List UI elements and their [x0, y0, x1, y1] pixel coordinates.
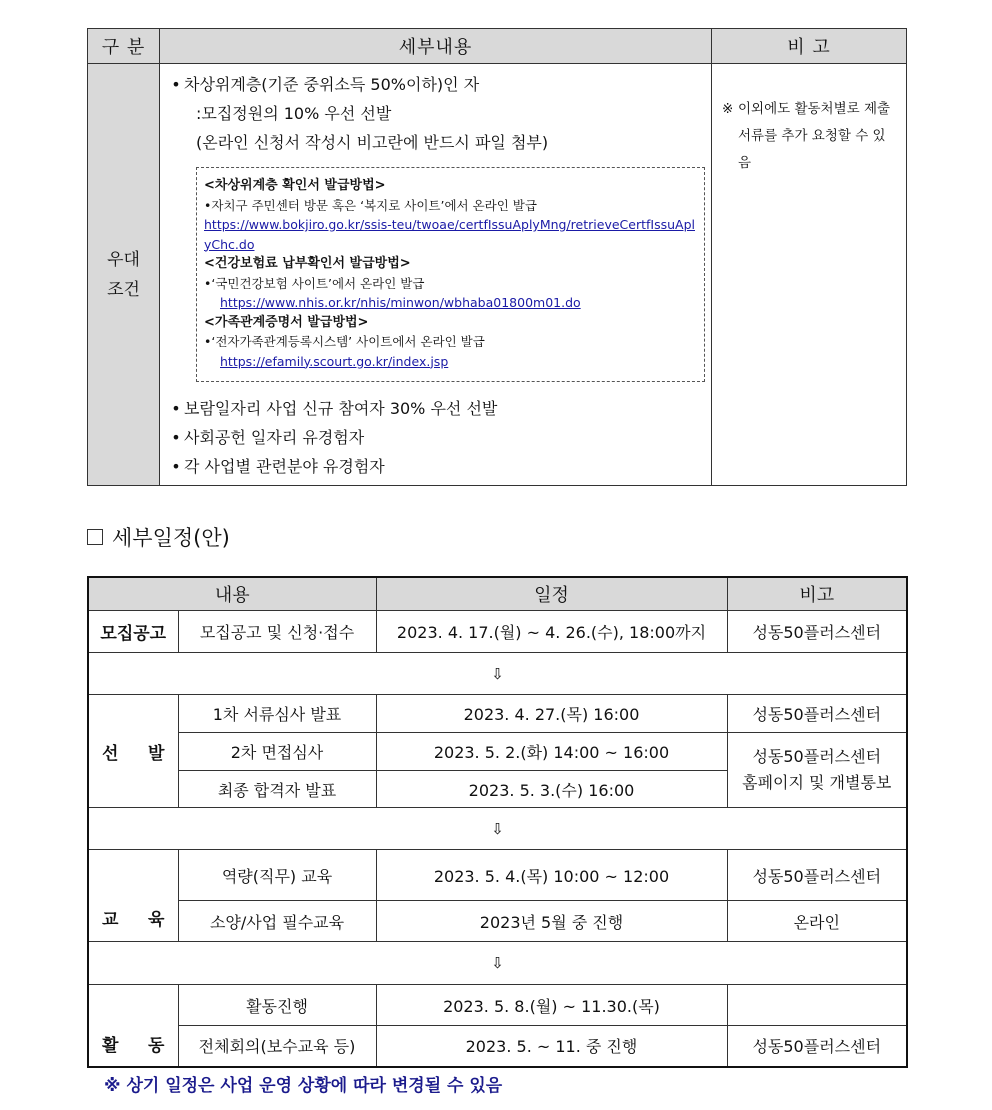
group-recruit: 모집공고 [88, 611, 178, 653]
schedule-note: 온라인 [727, 901, 907, 942]
schedule-footnote: ※ 상기 일정은 사업 운영 상황에 따라 변경될 수 있음 [104, 1076, 503, 1096]
remarks-text: 이외에도 활동처별로 제출 서류를 추가 요청할 수 있음 [738, 101, 891, 171]
table-row [88, 733, 907, 771]
preference-details [160, 64, 712, 486]
group-activity: 활 동 [88, 985, 178, 1067]
schedule-item: 최종 합격자 발표 [178, 771, 376, 808]
schedule-item: 역량(직무) 교육 [178, 850, 376, 901]
section-heading [87, 522, 230, 552]
box-line: •자치구 주민센터 방문 혹은 ‘복지로 사이트’에서 온라인 발급 [204, 197, 537, 213]
box-heading: <차상위계층 확인서 발급방법> [204, 178, 386, 193]
schedule-item: 2차 면접심사 [178, 733, 376, 771]
schedule-note-merged: 성동50플러스센터 홈페이지 및 개별통보 [727, 733, 907, 808]
bokjiro-link[interactable]: https://www.bokjiro.go.kr/ssis-teu/twoae/certfIssuAplyMng/retrieveCertfIssuAplyChc.do [204, 217, 695, 252]
table-row [88, 611, 907, 653]
nhis-link[interactable]: https://www.nhis.or.kr/nhis/minwon/wbhaba01800m01.do [220, 295, 581, 310]
schedule-date: 2023. 5. ~ 11. 중 진행 [376, 1026, 727, 1067]
bullet-item: • 보람일자리 사업 신규 참여자 30% 우선 선발 [171, 399, 498, 418]
schedule-table [87, 576, 908, 1068]
schedule-item: 모집공고 및 신청·접수 [178, 611, 376, 653]
schedule-date: 2023. 5. 8.(월) ~ 11.30.(목) [376, 985, 727, 1026]
preference-table [87, 28, 907, 486]
schedule-date: 2023년 5월 중 진행 [376, 901, 727, 942]
header-remarks: 비 고 [712, 29, 907, 64]
table-row [88, 850, 907, 901]
table-row [88, 695, 907, 733]
bullet-item: • 차상위계층(기준 중위소득 50%이하)인 자 [171, 75, 480, 94]
header-content: 내용 [88, 577, 376, 611]
checkbox-square-icon [87, 529, 103, 545]
bullet-subtext: (온라인 신청서 작성시 비고란에 반드시 파일 첨부) [196, 133, 549, 152]
group-education: 교 육 [88, 850, 178, 942]
header-schedule: 일정 [376, 577, 727, 611]
schedule-date: 2023. 4. 17.(월) ~ 4. 26.(수), 18:00까지 [376, 611, 727, 653]
schedule-date: 2023. 5. 3.(수) 16:00 [376, 771, 727, 808]
schedule-note: 성동50플러스센터 [727, 850, 907, 901]
box-heading: <건강보험료 납부확인서 발급방법> [204, 256, 411, 271]
schedule-note [727, 985, 907, 1026]
section-title: 세부일정(안) [112, 526, 230, 550]
header-note: 비고 [727, 577, 907, 611]
bullet-subtext: :모집정원의 10% 우선 선발 [196, 104, 392, 123]
schedule-item: 1차 서류심사 발표 [178, 695, 376, 733]
note-mark: ※ [722, 101, 734, 117]
schedule-note: 성동50플러스센터 [727, 1026, 907, 1067]
group-selection: 선 발 [88, 695, 178, 808]
bullet-item: • 사회공헌 일자리 유경험자 [171, 428, 365, 447]
schedule-date: 2023. 5. 4.(목) 10:00 ~ 12:00 [376, 850, 727, 901]
efamily-link[interactable]: https://efamily.scourt.go.kr/index.jsp [220, 353, 449, 369]
bullet-item: • 각 사업별 관련분야 유경험자 [171, 457, 385, 476]
schedule-date: 2023. 5. 2.(화) 14:00 ~ 16:00 [376, 733, 727, 771]
schedule-item: 활동진행 [178, 985, 376, 1026]
down-arrow-icon: ⇩ [88, 808, 907, 850]
table-row [88, 985, 907, 1026]
certificate-info-box [196, 167, 705, 382]
schedule-note: 성동50플러스센터 [727, 695, 907, 733]
table-row [88, 901, 907, 942]
schedule-item: 소양/사업 필수교육 [178, 901, 376, 942]
table-row [88, 1026, 907, 1067]
remarks-cell [712, 64, 907, 486]
box-heading: <가족관계증명서 발급방법> [204, 314, 369, 330]
schedule-item: 전체회의(보수교육 등) [178, 1026, 376, 1067]
category-preference: 우대 조건 [88, 64, 160, 486]
schedule-date: 2023. 4. 27.(목) 16:00 [376, 695, 727, 733]
header-details: 세부내용 [160, 29, 712, 64]
schedule-note: 성동50플러스센터 [727, 611, 907, 653]
box-line: •‘국민건강보험 사이트’에서 온라인 발급 [204, 275, 425, 291]
box-line: •‘전자가족관계등록시스템’ 사이트에서 온라인 발급 [204, 334, 485, 349]
header-category: 구 분 [88, 29, 160, 64]
down-arrow-icon: ⇩ [88, 653, 907, 695]
down-arrow-icon: ⇩ [88, 942, 907, 985]
